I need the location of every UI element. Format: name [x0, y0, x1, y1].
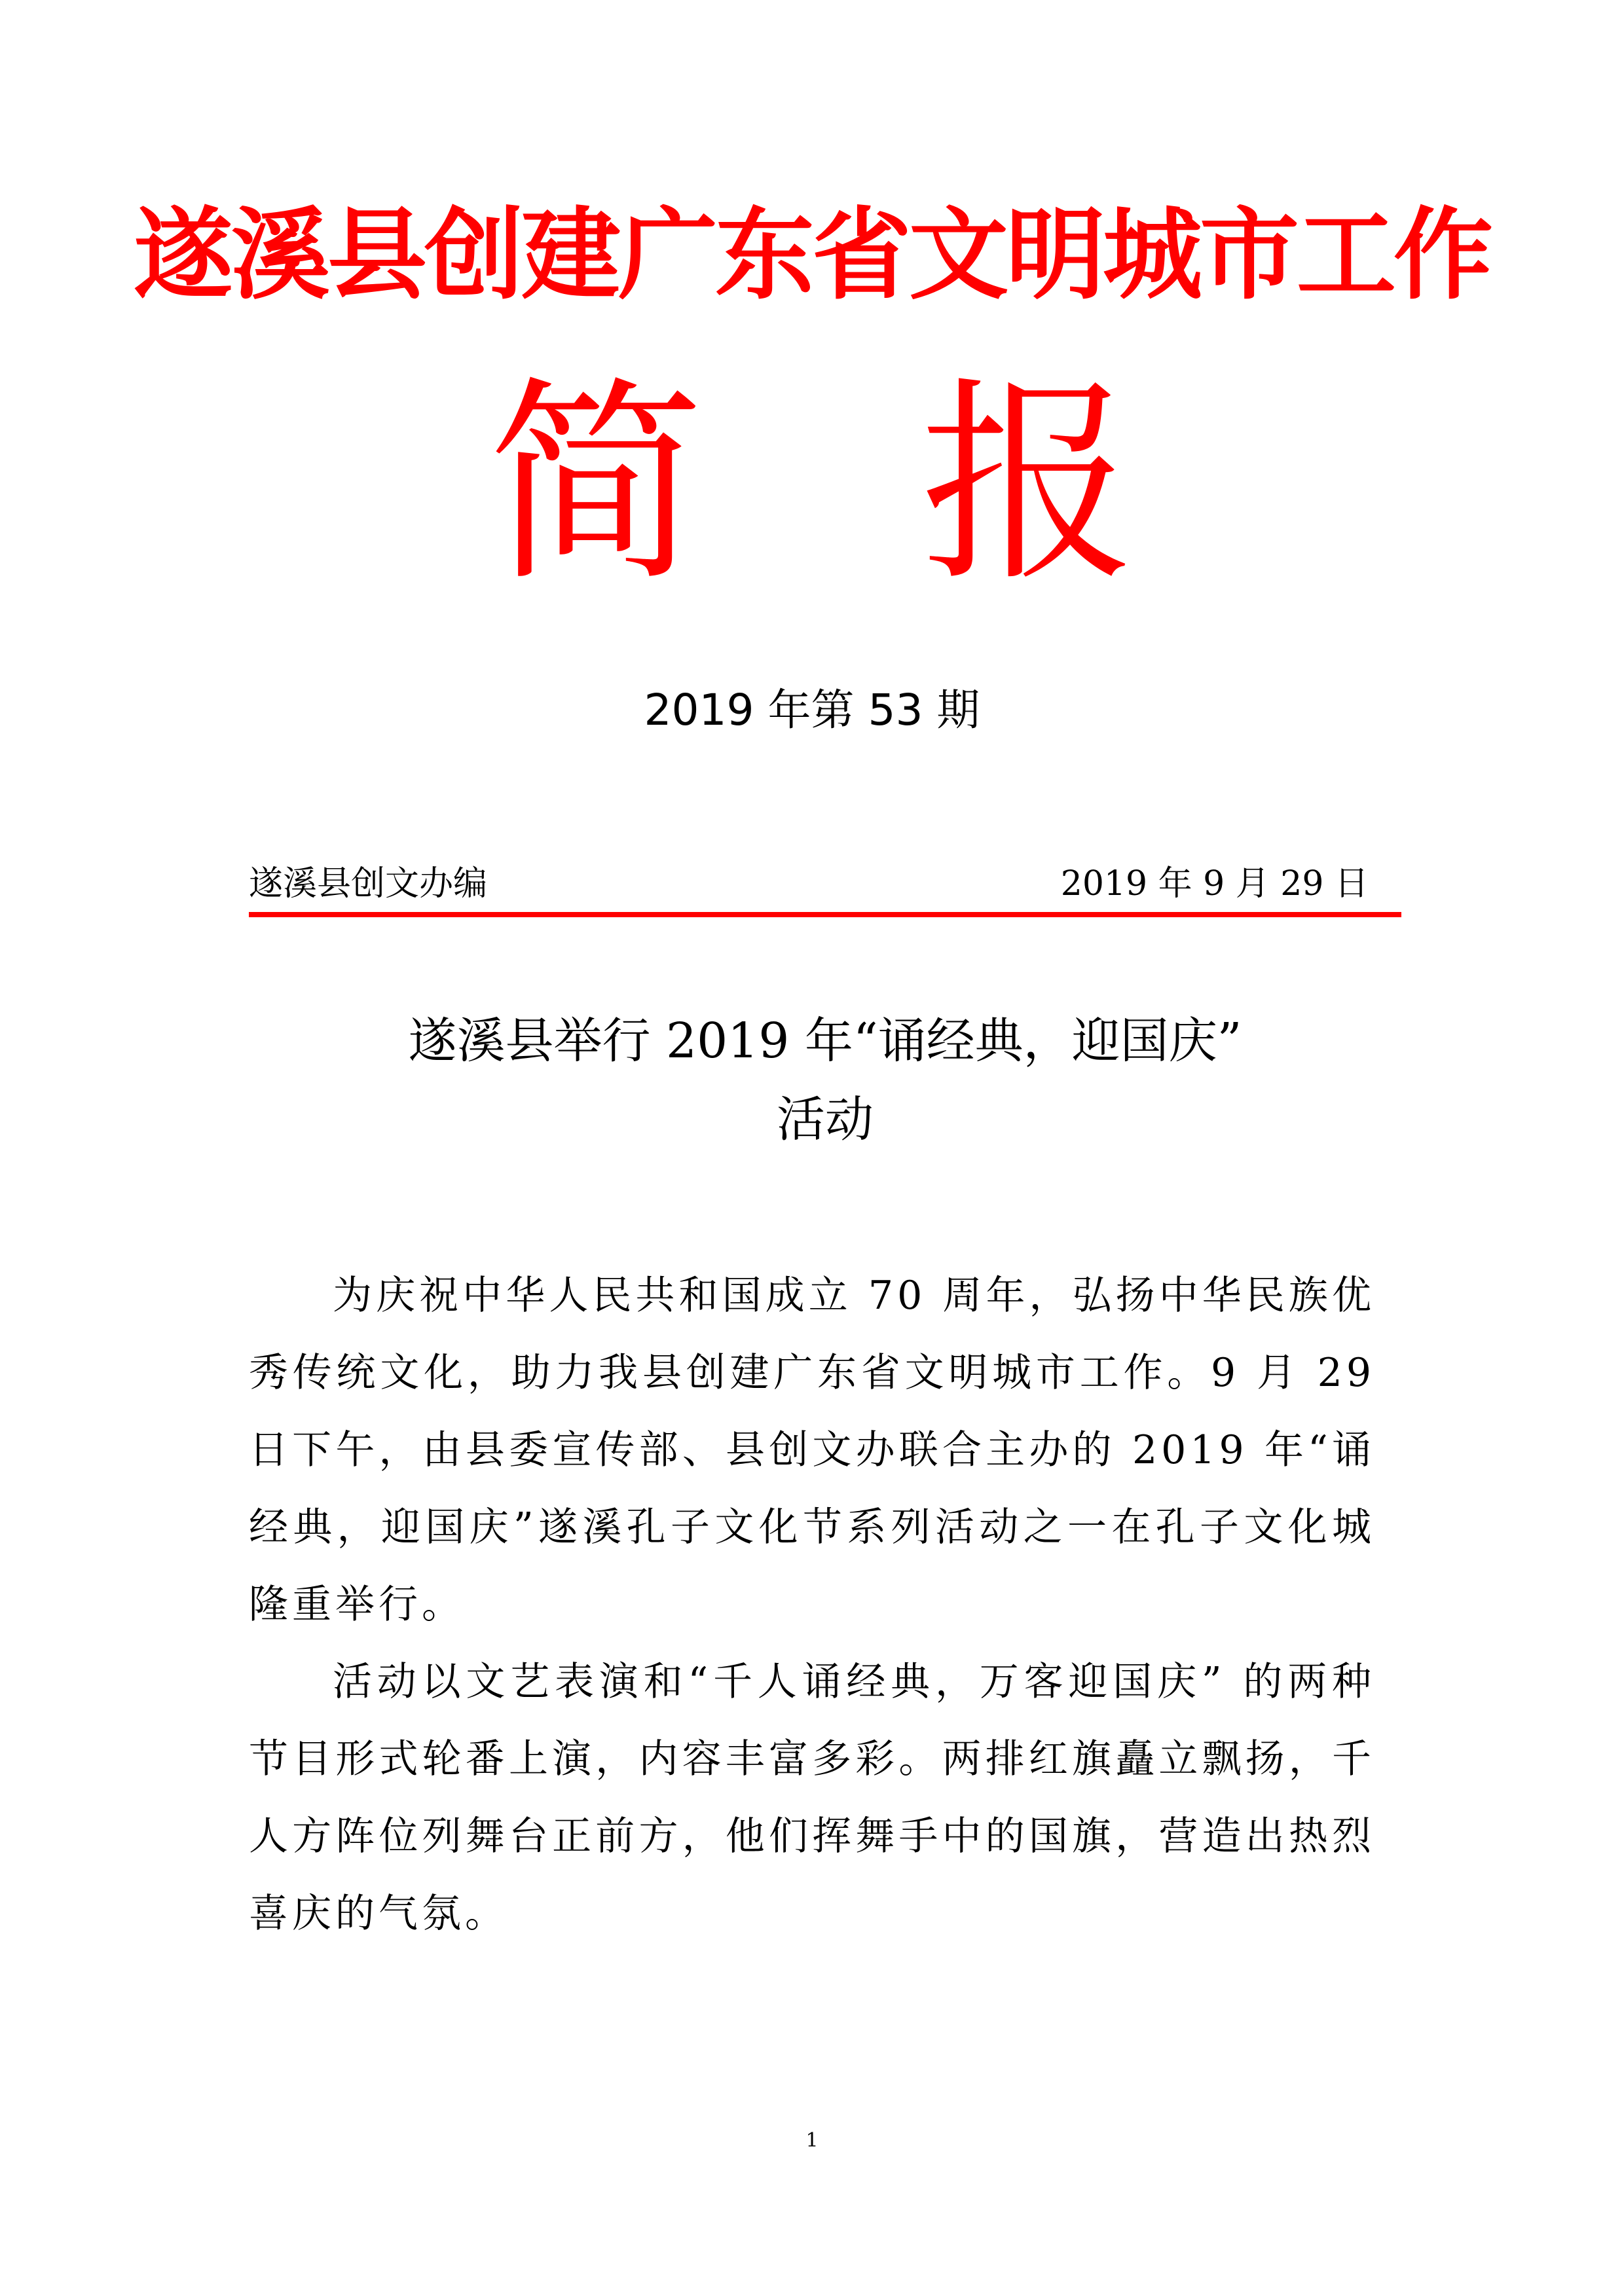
- red-divider-rule: [249, 912, 1401, 917]
- masthead-title-char-2: 报: [920, 359, 1136, 610]
- article-headline: [249, 1002, 1401, 1159]
- issue-date: 2019 年 9 月 29 日: [1060, 864, 1369, 903]
- page-number: 1: [805, 2129, 819, 2152]
- masthead-title-char-1: 简: [488, 359, 704, 610]
- editor-label: 遂溪县创文办编: [249, 864, 488, 903]
- headline-line-2: 活动: [777, 1091, 874, 1148]
- masthead-title: [0, 359, 1624, 610]
- body-paragraph-2: 活动以文艺表演和“千人诵经典，万客迎国庆” 的两种节目形式轮番上演，内容丰富多彩。两排红旗矗立飘扬，千人方阵位列舞台正前方，他们挥舞手中的国旗，营造出热烈喜庆的气氛。: [249, 1659, 1375, 1937]
- body-paragraph-1: 为庆祝中华人民共和国成立 70 周年，弘扬中华民族优秀传统文化，助力我县创建广东省文明城市工作。9 月 29 日下午，由县委宣传部、县创文办联合主办的 2019 年“诵经典，迎国庆”遂溪孔子文化节系列活动之一在孔子文化城隆重举行。: [249, 1273, 1375, 1628]
- meta-row: [249, 858, 1395, 910]
- masthead-org-line: 遂溪县创建广东省文明城市工作: [134, 197, 1490, 313]
- issue-number: 2019 年第 53 期: [644, 685, 980, 735]
- headline-line-1: 遂溪县举行 2019 年“诵经典，迎国庆”: [408, 1013, 1242, 1069]
- article-body: [249, 1257, 1375, 1952]
